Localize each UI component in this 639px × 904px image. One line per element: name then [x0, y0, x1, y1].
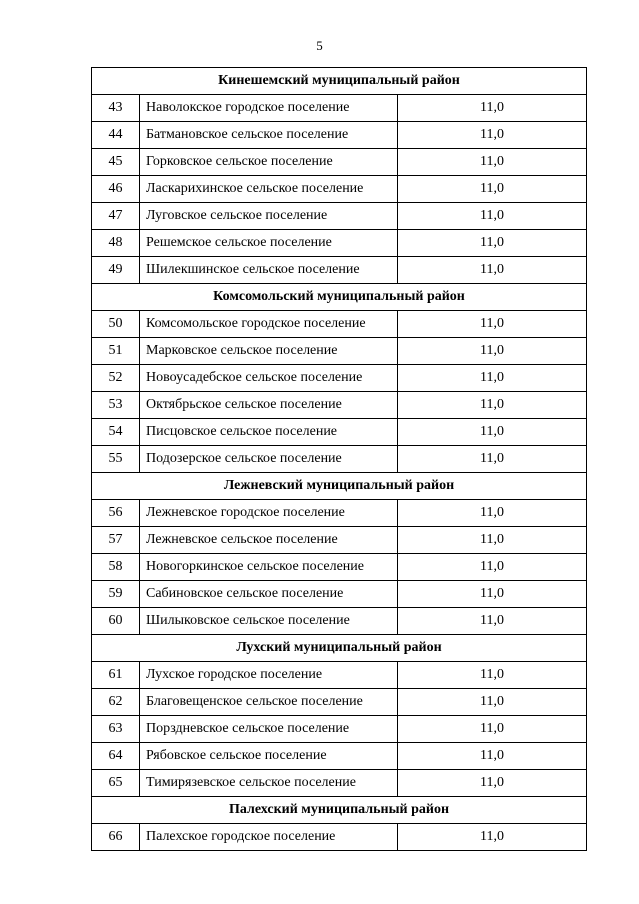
row-number: 54: [92, 419, 140, 446]
section-title: Палехский муниципальный район: [92, 797, 587, 824]
row-number: 53: [92, 392, 140, 419]
table-row: [92, 311, 587, 338]
row-number: 46: [92, 176, 140, 203]
settlement-name: Благовещенское сельское поселение: [140, 689, 398, 716]
row-number: 52: [92, 365, 140, 392]
row-number: 44: [92, 122, 140, 149]
settlement-name: Рябовское сельское поселение: [140, 743, 398, 770]
table-row: [92, 203, 587, 230]
table-row: [92, 581, 587, 608]
settlement-value: 11,0: [398, 149, 587, 176]
table-row: [92, 608, 587, 635]
row-number: 57: [92, 527, 140, 554]
settlement-name: Октябрьское сельское поселение: [140, 392, 398, 419]
row-number: 55: [92, 446, 140, 473]
section-title: Лежневский муниципальный район: [92, 473, 587, 500]
table-row: [92, 392, 587, 419]
table-row: [92, 824, 587, 851]
table-row: [92, 446, 587, 473]
page-number: 5: [316, 38, 323, 53]
settlement-name: Тимирязевское сельское поселение: [140, 770, 398, 797]
settlement-value: 11,0: [398, 608, 587, 635]
settlement-value: 11,0: [398, 743, 587, 770]
table-row: [92, 716, 587, 743]
settlement-name: Шилыковское сельское поселение: [140, 608, 398, 635]
section-header-row: [92, 473, 587, 500]
settlement-value: 11,0: [398, 392, 587, 419]
settlement-value: 11,0: [398, 203, 587, 230]
settlement-value: 11,0: [398, 689, 587, 716]
row-number: 49: [92, 257, 140, 284]
table-row: [92, 230, 587, 257]
row-number: 45: [92, 149, 140, 176]
settlement-name: Лежневское сельское поселение: [140, 527, 398, 554]
table-row: [92, 770, 587, 797]
table-row: [92, 122, 587, 149]
table-body: [92, 68, 587, 851]
settlement-name: Наволокское городское поселение: [140, 95, 398, 122]
settlement-name: Лежневское городское поселение: [140, 500, 398, 527]
settlement-name: Решемское сельское поселение: [140, 230, 398, 257]
settlement-name: Писцовское сельское поселение: [140, 419, 398, 446]
section-header-row: [92, 284, 587, 311]
settlement-name: Шилекшинское сельское поселение: [140, 257, 398, 284]
row-number: 56: [92, 500, 140, 527]
settlement-name: Батмановское сельское поселение: [140, 122, 398, 149]
settlement-value: 11,0: [398, 365, 587, 392]
row-number: 47: [92, 203, 140, 230]
table-row: [92, 419, 587, 446]
row-number: 51: [92, 338, 140, 365]
settlement-value: 11,0: [398, 122, 587, 149]
row-number: 50: [92, 311, 140, 338]
row-number: 64: [92, 743, 140, 770]
table-row: [92, 500, 587, 527]
settlement-value: 11,0: [398, 419, 587, 446]
settlement-value: 11,0: [398, 662, 587, 689]
settlement-value: 11,0: [398, 824, 587, 851]
section-title: Кинешемский муниципальный район: [92, 68, 587, 95]
table-row: [92, 689, 587, 716]
section-title: Комсомольский муниципальный район: [92, 284, 587, 311]
settlement-name: Комсомольское городское поселение: [140, 311, 398, 338]
settlement-name: Палехское городское поселение: [140, 824, 398, 851]
settlement-value: 11,0: [398, 95, 587, 122]
settlement-value: 11,0: [398, 338, 587, 365]
settlement-value: 11,0: [398, 311, 587, 338]
settlement-value: 11,0: [398, 770, 587, 797]
section-title: Лухский муниципальный район: [92, 635, 587, 662]
table-row: [92, 149, 587, 176]
table-row: [92, 365, 587, 392]
table-row: [92, 176, 587, 203]
table-row: [92, 527, 587, 554]
row-number: 59: [92, 581, 140, 608]
settlement-value: 11,0: [398, 230, 587, 257]
row-number: 58: [92, 554, 140, 581]
row-number: 43: [92, 95, 140, 122]
settlement-value: 11,0: [398, 500, 587, 527]
row-number: 60: [92, 608, 140, 635]
settlement-name: Новоусадебское сельское поселение: [140, 365, 398, 392]
settlement-name: Сабиновское сельское поселение: [140, 581, 398, 608]
row-number: 63: [92, 716, 140, 743]
settlement-name: Марковское сельское поселение: [140, 338, 398, 365]
section-header-row: [92, 68, 587, 95]
row-number: 62: [92, 689, 140, 716]
settlement-value: 11,0: [398, 527, 587, 554]
settlement-name: Новогоркинское сельское поселение: [140, 554, 398, 581]
table-row: [92, 554, 587, 581]
row-number: 66: [92, 824, 140, 851]
row-number: 48: [92, 230, 140, 257]
settlement-name: Горковское сельское поселение: [140, 149, 398, 176]
table-row: [92, 662, 587, 689]
section-header-row: [92, 635, 587, 662]
section-header-row: [92, 797, 587, 824]
row-number: 61: [92, 662, 140, 689]
table-row: [92, 257, 587, 284]
settlement-value: 11,0: [398, 581, 587, 608]
settlement-value: 11,0: [398, 446, 587, 473]
settlement-name: Лухское городское поселение: [140, 662, 398, 689]
settlement-value: 11,0: [398, 257, 587, 284]
settlement-name: Луговское сельское поселение: [140, 203, 398, 230]
municipality-table: [91, 67, 587, 851]
table-row: [92, 743, 587, 770]
settlement-value: 11,0: [398, 554, 587, 581]
table-row: [92, 95, 587, 122]
settlement-value: 11,0: [398, 716, 587, 743]
row-number: 65: [92, 770, 140, 797]
settlement-value: 11,0: [398, 176, 587, 203]
settlement-name: Ласкарихинское сельское поселение: [140, 176, 398, 203]
settlement-name: Порздневское сельское поселение: [140, 716, 398, 743]
table-row: [92, 338, 587, 365]
settlement-name: Подозерское сельское поселение: [140, 446, 398, 473]
